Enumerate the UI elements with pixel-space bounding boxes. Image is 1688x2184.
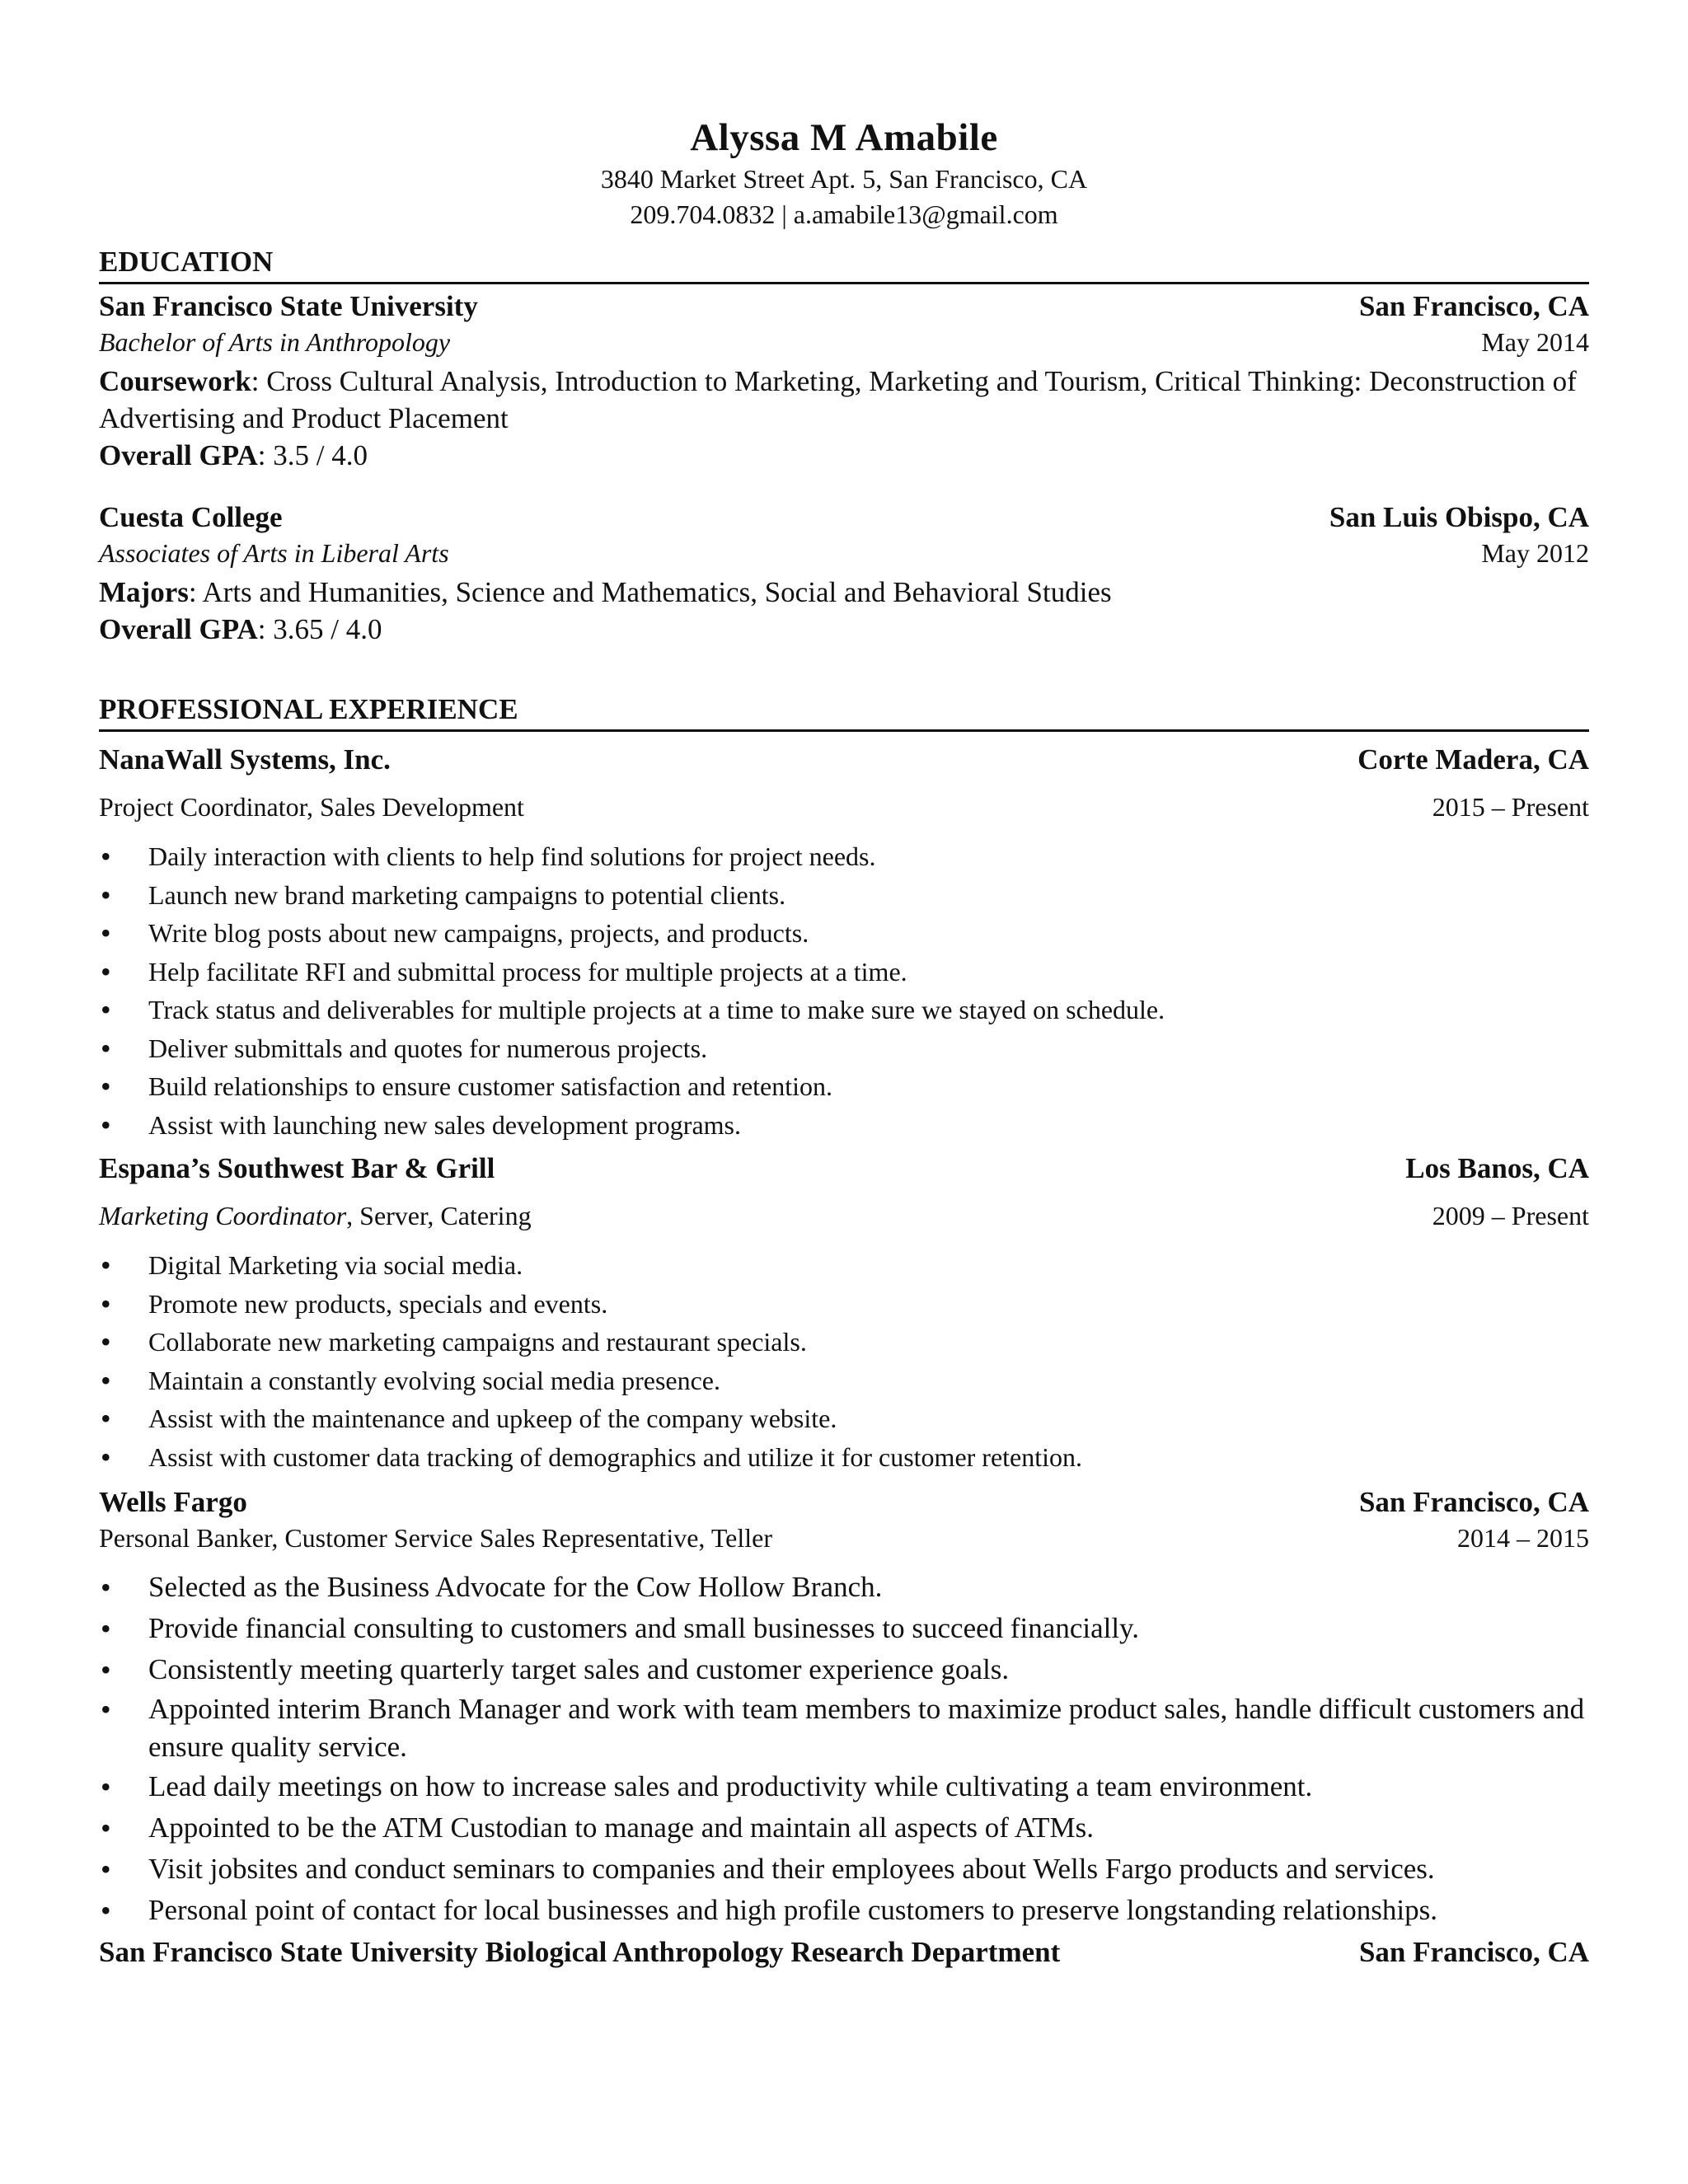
- job-role-italic: Marketing Coordinator: [99, 1201, 347, 1230]
- job-dates: 2015 – Present: [1432, 792, 1589, 822]
- job-location: Corte Madera, CA: [1357, 743, 1589, 776]
- experience-section: [99, 691, 1589, 1971]
- contact-line: 209.704.0832 | a.amabile13@gmail.com: [630, 199, 1058, 229]
- school-location: San Francisco, CA: [1358, 290, 1589, 322]
- graduation-date: May 2014: [1481, 327, 1589, 357]
- list-item: • Write blog posts about new campaigns, projects, and products.: [99, 914, 1589, 953]
- list-item: • Personal point of contact for local businesses and high profile customers to preserve longstanding relationships.: [99, 1890, 1589, 1931]
- list-item: • Selected as the Business Advocate for the Cow Hollow Branch.: [99, 1567, 1589, 1608]
- job-bullets: [99, 837, 1589, 1144]
- coursework-value: : Cross Cultural Analysis, Introduction to Marketing, Marketing and Tourism, Critical Thinking: Deconstruction of Advertising and Product Placement: [99, 365, 1577, 434]
- job-entry: [99, 742, 1589, 1144]
- school-name: Cuesta College: [99, 501, 283, 533]
- job-bullets: [99, 1567, 1589, 1931]
- list-item: • Assist with the maintenance and upkeep of the company website.: [99, 1399, 1589, 1438]
- job-dates: 2009 – Present: [1432, 1201, 1589, 1230]
- section-title-education: EDUCATION: [99, 244, 1589, 284]
- education-entry: [99, 288, 1589, 474]
- list-item: • Assist with launching new sales development programs.: [99, 1106, 1589, 1145]
- list-item: • Lead daily meetings on how to increase sales and productivity while cultivating a team environment.: [99, 1766, 1589, 1807]
- list-item: • Maintain a constantly evolving social media presence.: [99, 1361, 1589, 1400]
- job-location: San Francisco, CA: [1358, 1936, 1589, 1968]
- list-item: • Collaborate new marketing campaigns and restaurant specials.: [99, 1323, 1589, 1361]
- address-line: 3840 Market Street Apt. 5, San Francisco, CA: [600, 164, 1088, 194]
- gpa-label: Overall GPA: [99, 613, 258, 645]
- job-role-rest: , Server, Catering: [346, 1201, 532, 1230]
- resume-header: [99, 114, 1589, 232]
- job-entry: [99, 1934, 1589, 1971]
- job-dates: 2014 – 2015: [1457, 1523, 1589, 1553]
- company-name: San Francisco State University Biological Anthropology Research Department: [99, 1936, 1061, 1968]
- resume-page: [99, 0, 1589, 2184]
- majors-label: Majors: [99, 576, 189, 608]
- coursework-line: [99, 363, 1589, 437]
- list-item: • Appointed to be the ATM Custodian to manage and maintain all aspects of ATMs.: [99, 1807, 1589, 1849]
- job-location: San Francisco, CA: [1358, 1486, 1589, 1518]
- job-bullets: [99, 1246, 1589, 1476]
- company-name: NanaWall Systems, Inc.: [99, 743, 391, 776]
- education-section: [99, 244, 1589, 648]
- coursework-label: Coursework: [99, 365, 251, 397]
- list-item: • Consistently meeting quarterly target sales and customer experience goals.: [99, 1649, 1589, 1690]
- list-item: • Daily interaction with clients to help find solutions for project needs.: [99, 837, 1589, 876]
- job-entry: [99, 1151, 1589, 1476]
- company-name: Wells Fargo: [99, 1486, 247, 1518]
- education-entry: [99, 499, 1589, 648]
- gpa-value: : 3.65 / 4.0: [257, 613, 382, 645]
- section-title-experience: PROFESSIONAL EXPERIENCE: [99, 691, 1589, 732]
- gpa-line: [99, 611, 1589, 648]
- candidate-name: Alyssa M Amabile: [690, 116, 998, 159]
- list-item: • Digital Marketing via social media.: [99, 1246, 1589, 1285]
- list-item: • Deliver submittals and quotes for numerous projects.: [99, 1029, 1589, 1068]
- job-location: Los Banos, CA: [1405, 1152, 1589, 1184]
- list-item: • Promote new products, specials and events.: [99, 1285, 1589, 1324]
- gpa-label: Overall GPA: [99, 439, 258, 471]
- school-name: San Francisco State University: [99, 290, 478, 322]
- job-entry: [99, 1484, 1589, 1931]
- degree: Associates of Arts in Liberal Arts: [99, 538, 449, 568]
- job-role: Project Coordinator, Sales Development: [99, 792, 524, 822]
- list-item: • Appointed interim Branch Manager and work with team members to maximize product sales, handle difficult customers and ensure quality service.: [99, 1690, 1589, 1766]
- list-item: • Visit jobsites and conduct seminars to companies and their employees about Wells Fargo products and services.: [99, 1849, 1589, 1890]
- job-role: Personal Banker, Customer Service Sales Representative, Teller: [99, 1523, 772, 1553]
- list-item: • Launch new brand marketing campaigns to potential clients.: [99, 876, 1589, 915]
- job-role: [99, 1198, 532, 1233]
- list-item: • Build relationships to ensure customer satisfaction and retention.: [99, 1067, 1589, 1106]
- company-name: Espana’s Southwest Bar & Grill: [99, 1152, 495, 1184]
- degree: Bachelor of Arts in Anthropology: [99, 327, 451, 357]
- list-item: • Track status and deliverables for multiple projects at a time to make sure we stayed on schedule.: [99, 991, 1589, 1029]
- list-item: • Provide financial consulting to customers and small businesses to succeed financially.: [99, 1608, 1589, 1649]
- majors-value: : Arts and Humanities, Science and Mathematics, Social and Behavioral Studies: [188, 576, 1112, 608]
- gpa-line: [99, 437, 1589, 474]
- list-item: • Help facilitate RFI and submittal process for multiple projects at a time.: [99, 953, 1589, 991]
- gpa-value: : 3.5 / 4.0: [257, 439, 368, 471]
- graduation-date: May 2012: [1481, 538, 1589, 568]
- majors-line: [99, 574, 1589, 611]
- school-location: San Luis Obispo, CA: [1329, 501, 1589, 533]
- list-item: • Assist with customer data tracking of demographics and utilize it for customer retention.: [99, 1438, 1589, 1477]
